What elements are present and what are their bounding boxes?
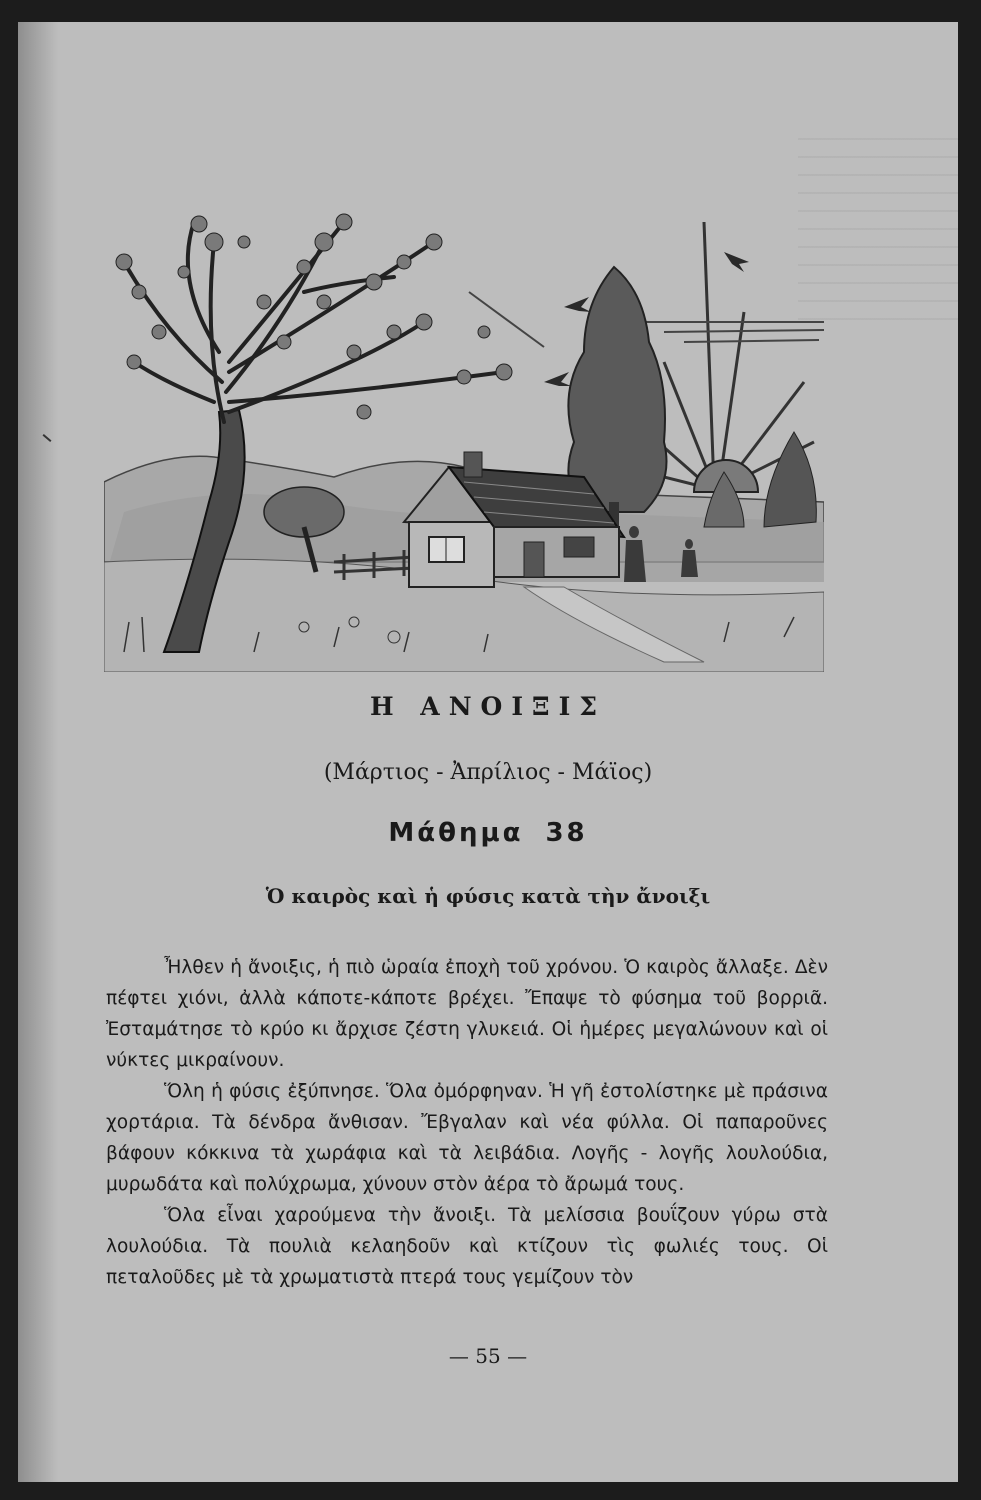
paragraph: Ὅλα εἶναι χαρούμενα τὴν ἄνοιξι. Τὰ μελίσσια βουΐζουν γύρω στὰ λουλούδια. Τὰ πουλιὰ κελαηδοῦν καὶ κτίζουν τὶς φωλιές τους. Οἱ πεταλοῦδες μὲ τὰ χρωματιστὰ πτερά τους γεμίζουν τὸν [106,1205,828,1288]
page-number: — 55 — [448,1344,528,1368]
spring-illustration [104,182,824,672]
paragraph: Ὅλη ἡ φύσις ἐξύπνησε. Ὅλα ὀμόρφηναν. Ἡ γῆ ἐστολίστηκε μὲ πράσινα χορτάρια. Τὰ δένδρα ἄνθισαν. Ἔβγαλαν καὶ νέα φύλλα. Οἱ παπαροῦνες βάφουν κόκκινα τὰ χωράφια καὶ τὰ λειβάδια. Λογῆς - λογῆς λουλούδια, μυρωδάτα καὶ πολύχρωμα, χύνουν στὸν ἀέρα τὸ ἄρωμά τους. [106,1081,828,1195]
spine-shadow [18,22,58,1482]
paragraph: Ἦλθεν ἡ ἄνοιξις, ἡ πιὸ ὡραία ἐποχὴ τοῦ χρόνου. Ὁ καιρὸς ἄλλαξε. Δὲν πέφτει χιόνι, ἀλλὰ κάποτε-κάποτε βρέχει. Ἔπαψε τὸ φύσημα τοῦ βορριᾶ. Ἐσταμάτησε τὸ κρύο κι ἄρχισε ζέστη γλυκειά. Οἱ ἡμέρες μεγαλώνουν καὶ οἱ νύκτες μικραίνουν. [106,957,828,1071]
lesson-heading [18,818,958,848]
book-page [18,22,958,1482]
lesson-word: Μάθημα [388,818,524,848]
lesson-subtitle: Ὁ καιρὸς καὶ ἡ φύσις κατὰ τὴν ἄνοιξι [265,884,711,908]
lesson-body [106,952,828,1293]
lesson-number: 38 [545,818,588,848]
section-months: (Μάρτιος - Ἀπρίλιος - Μάϊος) [323,760,653,785]
section-title: Η ΑΝΟΙΞΙΣ [369,692,606,721]
